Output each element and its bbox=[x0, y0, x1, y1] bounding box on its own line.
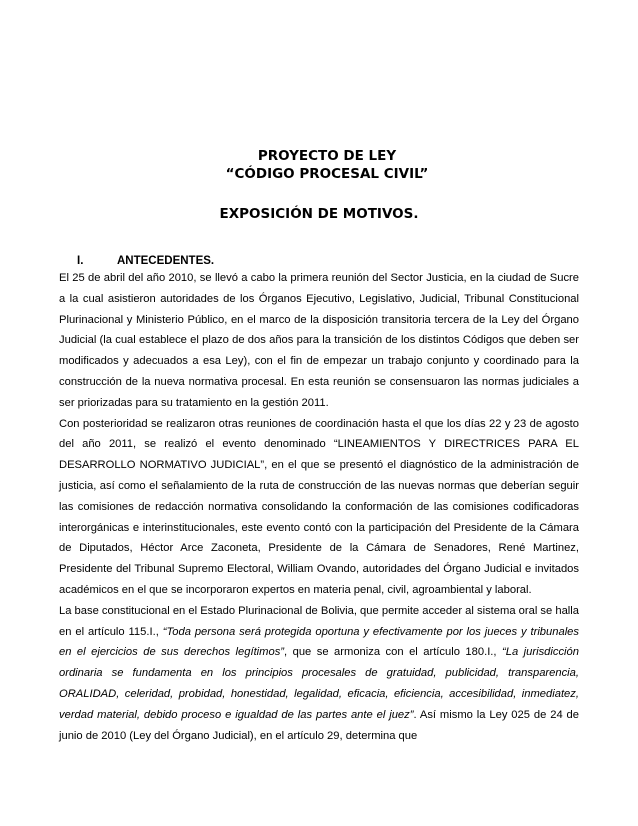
document-title-law-name: “CÓDIGO PROCESAL CIVIL” bbox=[225, 166, 429, 182]
quote-article-180: “La jurisdicción ordinaria se fundamenta en los principios procesales de gratuidad, publicidad, transparencia, ORALIDAD, celeridad, probidad, honestidad, legalidad, eficacia, eficiencia, accesibilidad, inmediatez, verdad material, debido proceso e igualdad de las partes ante el juez” bbox=[59, 646, 579, 721]
paragraph-text: . Así mismo la Ley 025 de 24 de junio de 2010 (Ley del Órgano Judicial), en el artículo 29, determina que bbox=[59, 708, 580, 742]
section-number: I. bbox=[77, 255, 84, 267]
document-subtitle: EXPOSICIÓN DE MOTIVOS. bbox=[219, 206, 419, 222]
section-heading bbox=[77, 255, 214, 267]
paragraph: El 25 de abril del año 2010, se llevó a cabo la primera reunión del Sector Justicia, en la ciudad de Sucre a la cual asistieron autoridades de los Órganos Ejecutivo, Legislativo, Judicial, Tribunal Constitucional Plurinacional y Ministerio Público, en el marco de la disposición transitoria tercera de la Ley del Órgano Judicial (la cual establece el plazo de dos años para la transición de los distintos Códigos que deben ser modificados y adecuados a esa Ley), con el fin de empezar un trabajo conjunto y coordinado para la construcción de la nueva normativa procesal. En esta reunión se consensuaron las normas judiciales a ser priorizadas para su tratamiento en la gestión 2011. bbox=[59, 272, 579, 409]
paragraph: Con posterioridad se realizaron otras reuniones de coordinación hasta el que los días 22 y 23 de agosto del año 2011, se realizó el evento denominado “LINEAMIENTOS Y DIRECTRICES PARA EL DESARROLLO NORMATIVO JUDICIAL”, en el que se presentó el diagnóstico de la administración de justicia, así como el señalamiento de la ruta de construcción de las nuevas normas que deberían seguir las comisiones de redacción normativa consolidando la conformación de las comisiones codificadoras interorgánicas e interinstitucionales, este evento contó con la participación del Presidente de la Cámara de Diputados, Héctor Arce Zaconeta, Presidente de la Cámara de Senadores, René Martinez, Presidente del Tribunal Supremo Electoral, William Ovando, autoridades del Órgano Judicial e invitados académicos en el que se incorporaron expertos en materia penal, civil, agroambiental y laboral. bbox=[59, 417, 579, 596]
paragraph bbox=[59, 601, 579, 747]
section-title: ANTECEDENTES. bbox=[117, 255, 215, 267]
paragraph-text: La base constitucional en el Estado Plurinacional de Bolivia, que permite acceder al sistema oral se halla en el artículo 115.I., bbox=[59, 604, 579, 638]
body-text bbox=[59, 268, 579, 746]
paragraph-text: , que se armoniza con el artículo 180.I., bbox=[284, 646, 502, 659]
quote-article-115: “Toda persona será protegida oportuna y efectivamente por los jueces y tribunales en el ejercicios de sus derechos legítimos” bbox=[59, 625, 579, 659]
document-title: PROYECTO DE LEY bbox=[257, 148, 397, 164]
